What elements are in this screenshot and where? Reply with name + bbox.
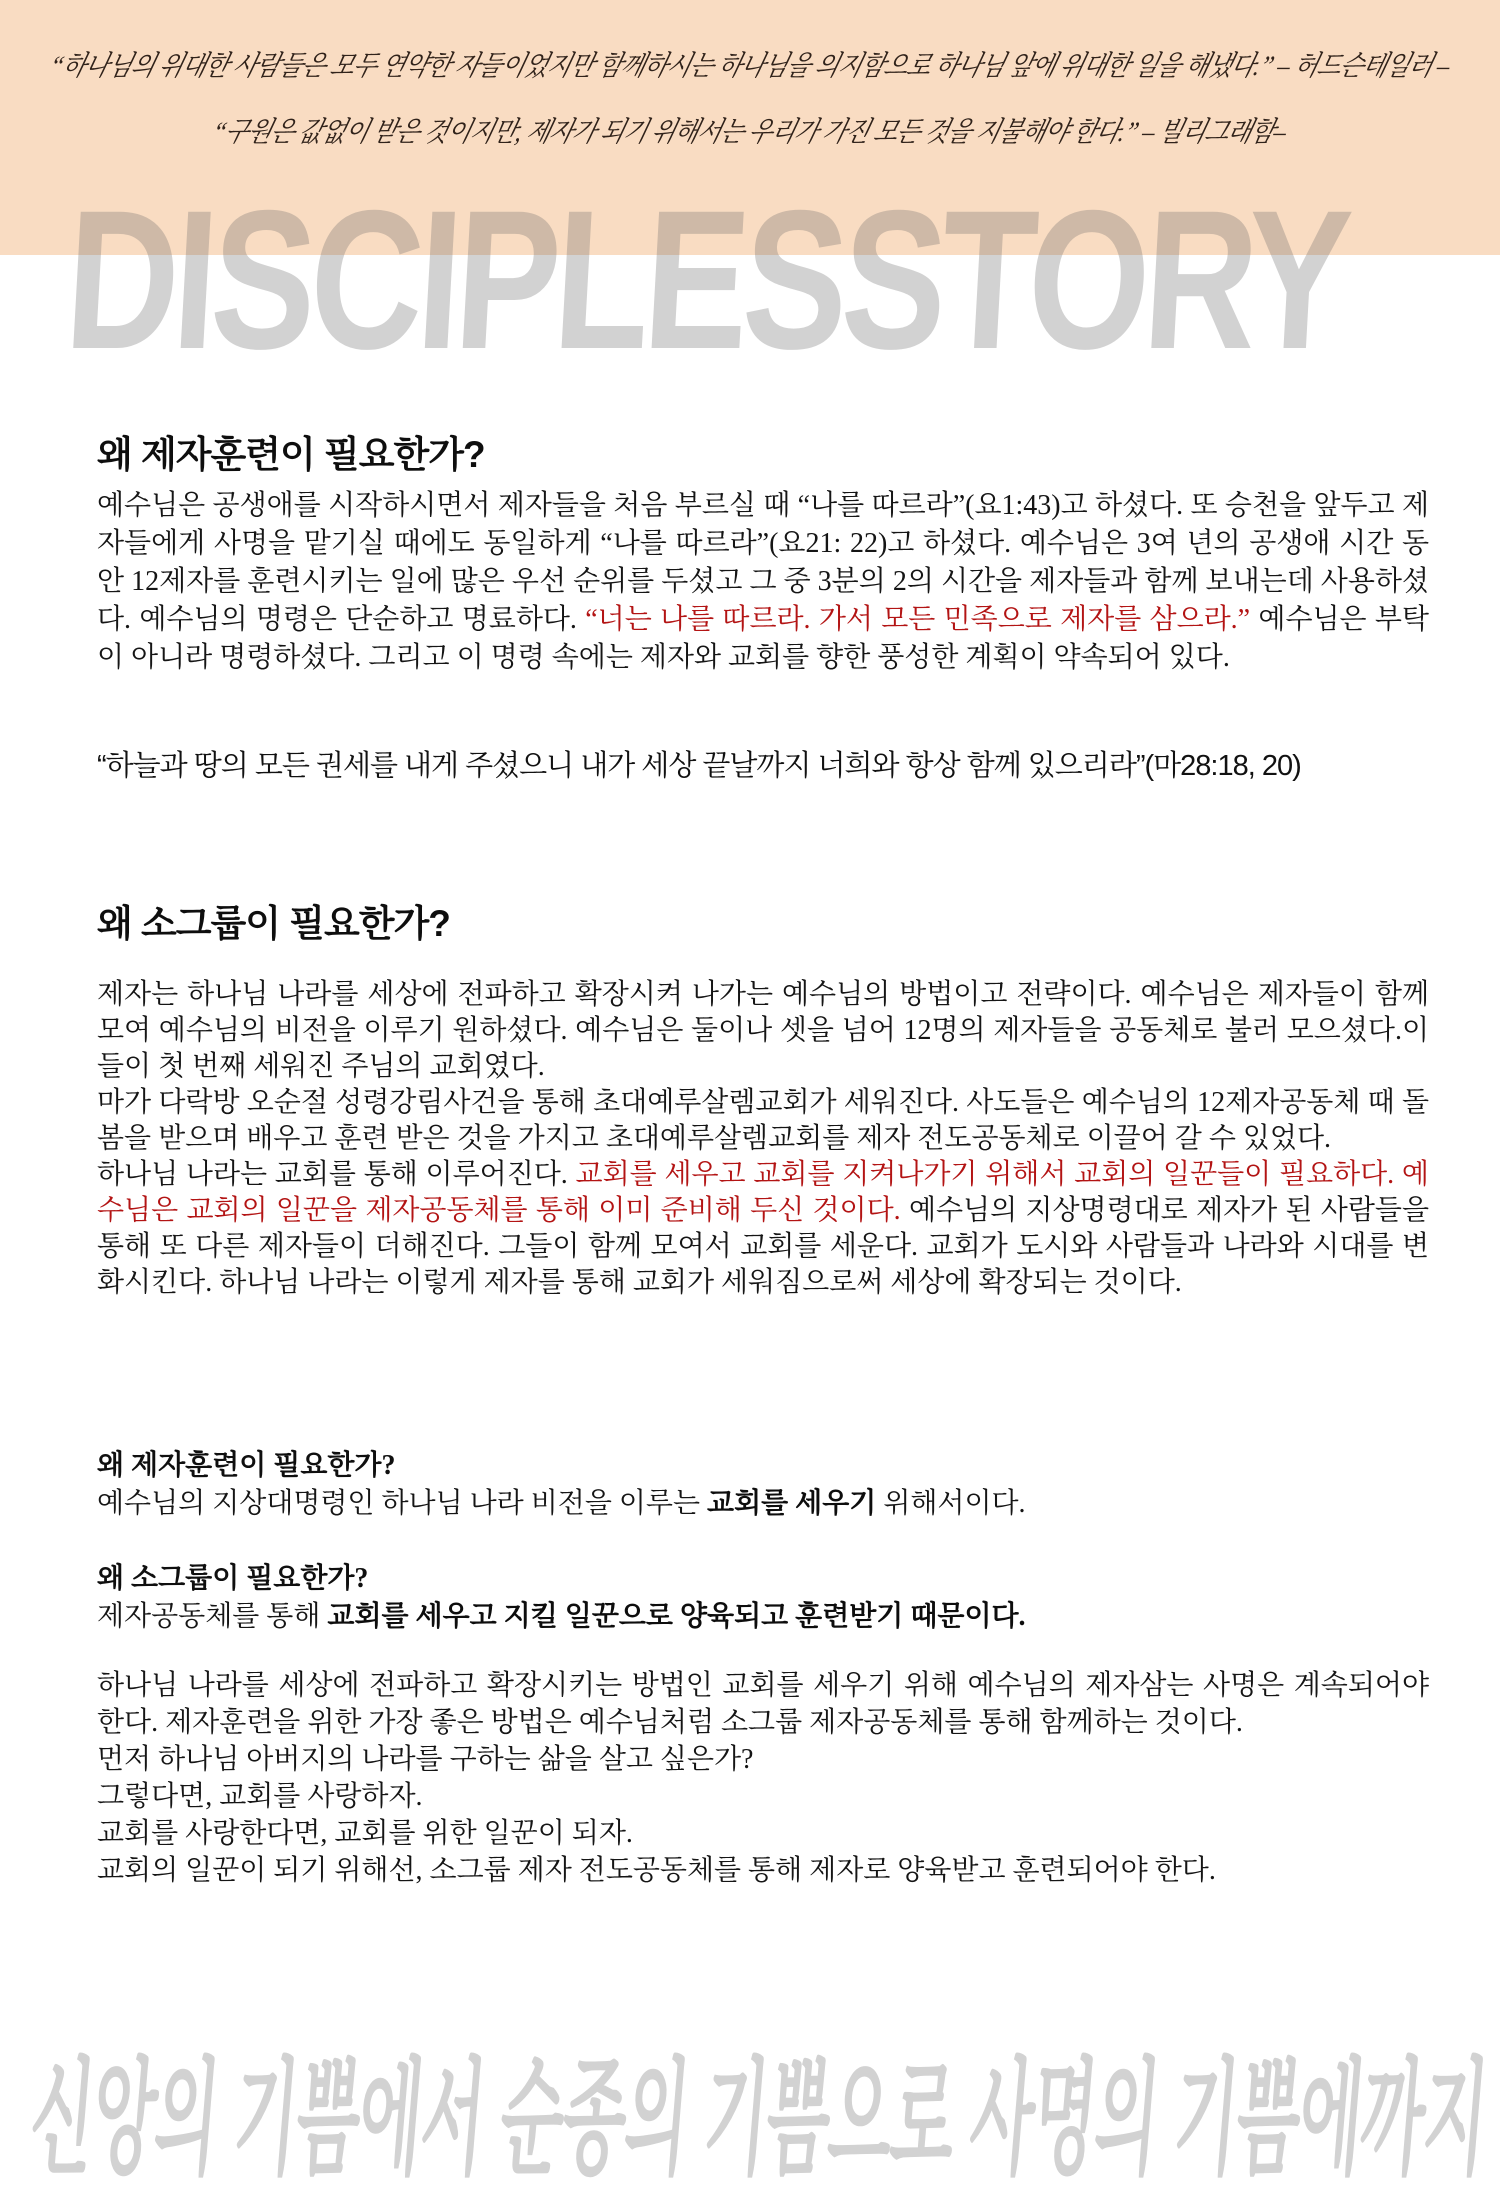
- qa-answer-2: [97, 1598, 1429, 1636]
- section2-text-pre: 하나님 나라는 교회를 통해 이루어진다.: [97, 1159, 576, 1190]
- section1-text-post: 예수님은 부탁이 아니라 명령하셨다. 그리고 이 명령 속에는 제자와 교회를 향한 풍성한 계획이 약속되어 있다.: [97, 604, 1429, 673]
- hudson-taylor-quote: “하나님의 위대한 사람들은 모두 연약한 자들이었지만 함께하시는 하나님을 의지함으로 하나님 앞에 위대한 일을 해냈다.” – 허드슨테일러 –: [46, 51, 1453, 82]
- header-quote-row-2: [0, 110, 1500, 150]
- qa-answer-1: [97, 1485, 1429, 1523]
- matthew-verse: “하늘과 땅의 모든 권세를 내게 주셨으니 내가 세상 끝날까지 너희와 항상 함께 있으리라”(마28:18, 20): [97, 750, 1301, 782]
- qa-question-2: 왜 소그룹이 필요한가?: [97, 1563, 369, 1594]
- section2-paragraph-2: 마가 다락방 오순절 성령강림사건을 통해 초대예루살렘교회가 세워진다. 사도들은 예수님의 12제자공동체 때 돌봄을 받으며 배우고 훈련 받은 것을 가지고 초대예루살렘교회를 제자 전도공동체로 이끌어 갈 수 있었다.: [97, 1087, 1429, 1154]
- section1-verse-block: [97, 743, 1429, 784]
- section2-paragraph-1: 제자는 하나님 나라를 세상에 전파하고 확장시켜 나가는 예수님의 방법이고 전략이다. 예수님은 제자들이 함께 모여 예수님의 비전을 이루기 원하셨다. 예수님은 둘이나 셋을 넘어 12명의 제자들을 공동체로 불러 모으셨다.이들이 첫 번째 세워진 주님의 교회였다.: [97, 979, 1429, 1082]
- section1-heading-block: [97, 424, 1429, 478]
- section1-heading: 왜 제자훈련이 필요한가?: [97, 434, 485, 475]
- qa-answer-1-pre: 예수님의 지상대명령인 하나님 나라 비전을 이루는: [97, 1488, 708, 1519]
- section1-red-quote: “너는 나를 따르라. 가서 모든 민족으로 제자를 삼으라.”: [585, 604, 1251, 635]
- qa-question-1: 왜 제자훈련이 필요한가?: [97, 1450, 396, 1481]
- section2-heading: 왜 소그룹이 필요한가?: [97, 903, 450, 944]
- closing-line-2: 그렇다면, 교회를 사랑하자.: [97, 1781, 423, 1812]
- billy-graham-quote: “구원은 값없이 받은 것이지만, 제자가 되기 위해서는 우리가 가진 모든 것을 지불해야 한다.” – 빌리그래함–: [209, 117, 1290, 148]
- section2-red-text: 교회를 세우고 교회를 지켜나가기 위해서 교회의 일꾼들이 필요하다. 예수님은 교회의 일꾼을 제자공동체를 통해 이미 준비해 두신 것이다.: [97, 1159, 1429, 1226]
- qa-answer-1-bold: 교회를 세우기: [707, 1488, 877, 1519]
- footer-slogan: 신앙의 기쁨에서 순종의 기쁨으로 사명의 기쁨에까지: [25, 2048, 1493, 2189]
- section1-text-pre: 예수님은 공생애를 시작하시면서 제자들을 처음 부르실 때 “나를 따르라”(요1:43)고 하셨다. 또 승천을 앞두고 제자들에게 사명을 맡기실 때에도 동일하게 “나를 따르라”(요21: 22)고 하셨다. 예수님은 3여 년의 공생애 시간 동안 12제자를 훈련시키는 일에 많은 우선 순위를 두셨고 그 중 3분의 2의 시간을 제자들과 함께 보내는데 사용하셨다. 예수님의 명령은 단순하고 명료하다.: [97, 490, 1429, 635]
- section1-paragraph: [97, 487, 1429, 677]
- header-quote-row-1: [0, 44, 1500, 84]
- qa-block-1: [97, 1447, 1429, 1523]
- qa-answer-1-post: 위해서이다.: [876, 1488, 1026, 1519]
- closing-line-4: 교회의 일꾼이 되기 위해선, 소그룹 제자 전도공동체를 통해 제자로 양육받고 훈련되어야 한다.: [97, 1855, 1216, 1886]
- disciplesstory-watermark: DISCIPLESSTORY: [60, 169, 1352, 390]
- section2-paragraph-3: [97, 1157, 1429, 1301]
- closing-paragraph: 하나님 나라를 세상에 전파하고 확장시키는 방법인 교회를 세우기 위해 예수님의 제자삼는 사명은 계속되어야 한다. 제자훈련을 위한 가장 좋은 방법은 예수님처럼 소그룹 제자공동체를 통해 함께하는 것이다.: [97, 1670, 1429, 1738]
- section2-text-post: 예수님의 지상명령대로 제자가 된 사람들을 통해 또 다른 제자들이 더해진다. 그들이 함께 모여서 교회를 세운다. 교회가 도시와 사람들과 나라와 시대를 변화시킨다. 하나님 나라는 이렇게 제자를 통해 교회가 세워짐으로써 세상에 확장되는 것이다.: [97, 1195, 1429, 1298]
- closing-line-3: 교회를 사랑한다면, 교회를 위한 일꾼이 되자.: [97, 1818, 633, 1849]
- closing-line-1: 먼저 하나님 아버지의 나라를 구하는 삶을 살고 싶은가?: [97, 1744, 754, 1775]
- section2-paragraphs: [97, 977, 1429, 1301]
- qa-block-2: [97, 1560, 1429, 1636]
- qa-answer-2-bold: 교회를 세우고 지킬 일꾼으로 양육되고 훈련받기 때문이다.: [327, 1601, 1026, 1632]
- qa-answer-2-pre: 제자공동체를 통해: [97, 1601, 328, 1632]
- section2-heading-block: [97, 893, 1429, 947]
- closing-lines: [97, 1741, 1429, 1889]
- closing-block: [97, 1667, 1429, 1889]
